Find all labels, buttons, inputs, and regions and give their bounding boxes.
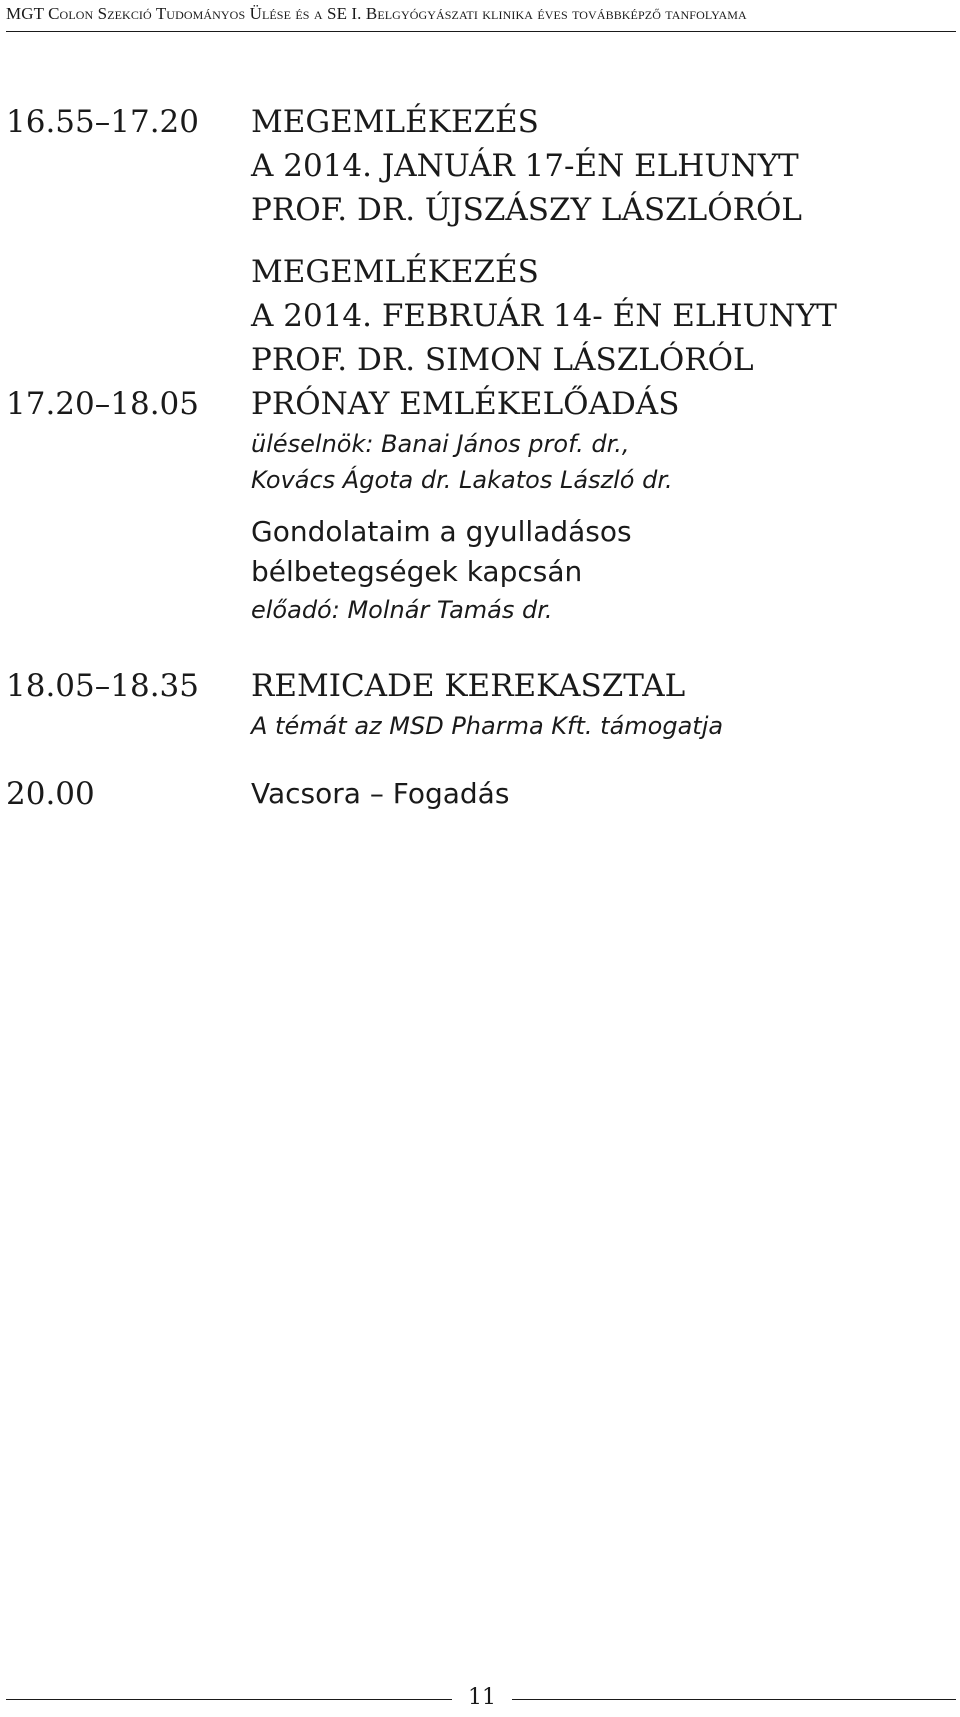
page-number: 11	[468, 1685, 496, 1710]
session-sponsor: A témát az MSD Pharma Kft. támogatja	[251, 712, 724, 740]
session-pronay-lecture	[6, 382, 956, 664]
session-chairs: Kovács Ágota dr. Lakatos László dr.	[251, 466, 673, 494]
memorial-name: PROF. DR. SIMON LÁSZLÓRÓL	[251, 342, 754, 378]
session-title: MEGEMLÉKEZÉS	[251, 104, 539, 140]
session-remicade-roundtable	[6, 664, 956, 772]
talk-title: Gondolataim a gyulladásos	[251, 515, 632, 548]
session-title: Vacsora – Fogadás	[251, 777, 510, 810]
footer-rule	[512, 1699, 956, 1700]
session-title: REMICADE KEREKASZTAL	[251, 668, 686, 704]
session-time: 18.05–18.35	[6, 668, 199, 704]
session-dinner	[6, 772, 956, 816]
session-title: PRÓNAY EMLÉKELŐADÁS	[251, 386, 680, 422]
session-memorial	[6, 100, 956, 382]
session-time: 16.55–17.20	[6, 104, 199, 140]
memorial-date: A 2014. JANUÁR 17-ÉN ELHUNYT	[251, 148, 799, 184]
page-footer	[0, 1683, 960, 1713]
talk-title: bélbetegségek kapcsán	[251, 555, 583, 588]
talk-speaker: előadó: Molnár Tamás dr.	[251, 596, 553, 624]
session-content	[251, 100, 956, 382]
session-title: MEGEMLÉKEZÉS	[251, 254, 539, 290]
footer-rule	[6, 1699, 452, 1700]
program-schedule	[6, 100, 956, 816]
session-content	[251, 382, 956, 628]
running-header: MGT Colon Szekció Tudományos Ülése és a SE I. Belgyógyászati klinika éves továbbképző tanfolyama	[6, 4, 956, 32]
session-time: 20.00	[6, 776, 95, 812]
session-time: 17.20–18.05	[6, 386, 199, 422]
memorial-date: A 2014. FEBRUÁR 14- ÉN ELHUNYT	[251, 298, 837, 334]
session-chairs: üléselnök: Banai János prof. dr.,	[251, 430, 630, 458]
session-content	[251, 664, 956, 744]
session-content	[251, 772, 956, 816]
memorial-name: PROF. DR. ÚJSZÁSZY LÁSZLÓRÓL	[251, 192, 802, 228]
